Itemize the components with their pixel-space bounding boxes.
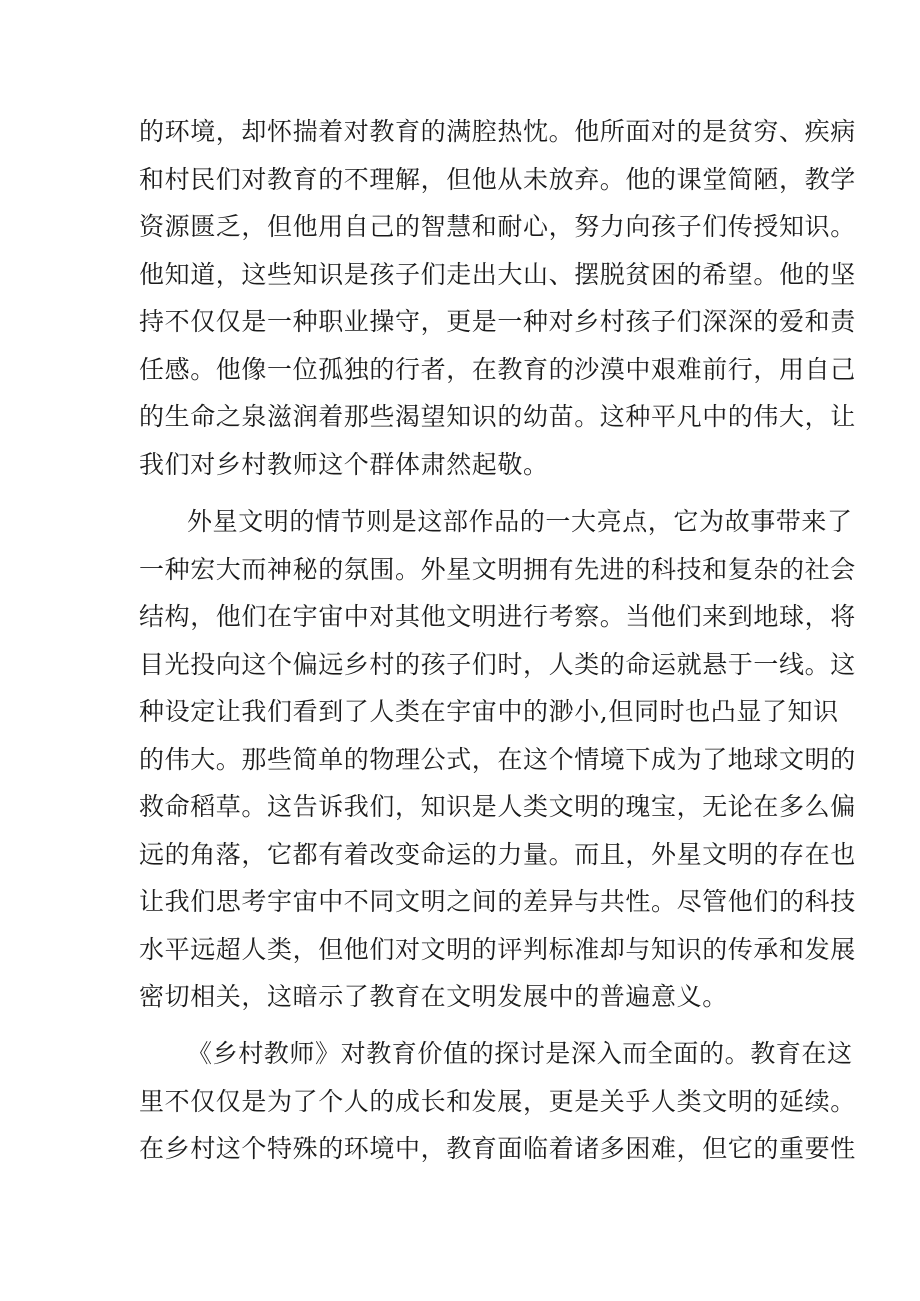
- paragraph-line: 我们对乡村教师这个群体肃然起敬。: [139, 449, 549, 479]
- paragraph-line: 的伟大。那些简单的物理公式，在这个情境下成为了地球文明的: [139, 744, 856, 774]
- paragraph-line: 结构，他们在宇宙中对其他文明进行考察。当他们来到地球，将: [139, 602, 856, 631]
- paragraph-line: 一种宏大而神秘的氛围。外星文明拥有先进的科技和复杂的社会: [139, 554, 856, 584]
- paragraph-line: 目光投向这个偏远乡村的孩子们时，人类的命运就悬于一线。这: [139, 649, 856, 679]
- paragraph-line: 外星文明的情节则是这部作品的一大亮点，它为故事带来了: [187, 507, 853, 536]
- paragraph-line: 的环境，却怀揣着对教育的满腔热忱。他所面对的是贫穷、疾病: [139, 117, 856, 146]
- paragraph-line: 在乡村这个特殊的环境中，教育面临着诸多困难，但它的重要性: [139, 1134, 856, 1163]
- paragraph-line: 救命稻草。这告诉我们，知识是人类文明的瑰宝，无论在多么偏: [139, 792, 856, 821]
- paragraph-line: 他知道，这些知识是孩子们走出大山、摆脱贫困的希望。他的坚: [139, 259, 856, 289]
- paragraph-line: 持不仅仅是一种职业操守，更是一种对乡村孩子们深深的爱和责: [139, 307, 856, 336]
- paragraph-line: 密切相关，这暗示了教育在文明发展中的普遍意义。: [139, 982, 728, 1011]
- paragraph-line: 里不仅仅是为了个人的成长和发展，更是关乎人类文明的延续。: [139, 1086, 856, 1116]
- paragraph-line: 种设定让我们看到了人类在宇宙中的渺小,但同时也凸显了知识: [139, 697, 839, 726]
- paragraph-line: 《乡村教师》对教育价值的探讨是深入而全面的。教育在这: [187, 1039, 853, 1068]
- paragraph-line: 资源匮乏，但他用自己的智慧和耐心，努力向孩子们传授知识。: [139, 212, 856, 241]
- paragraph-line: 让我们思考宇宙中不同文明之间的差异与共性。尽管他们的科技: [139, 887, 856, 916]
- paragraph-line: 任感。他像一位孤独的行者，在教育的沙漠中艰难前行，用自己: [139, 354, 856, 384]
- paragraph-line: 远的角落，它都有着改变命运的力量。而且，外星文明的存在也: [139, 839, 856, 869]
- paragraph-line: 水平远超人类，但他们对文明的评判标准却与知识的传承和发展: [139, 934, 856, 964]
- paragraph-line: 和村民们对教育的不理解，但他从未放弃。他的课堂简陋，教学: [139, 164, 856, 194]
- paragraph-line: 的生命之泉滋润着那些渴望知识的幼苗。这种平凡中的伟大，让: [139, 402, 856, 431]
